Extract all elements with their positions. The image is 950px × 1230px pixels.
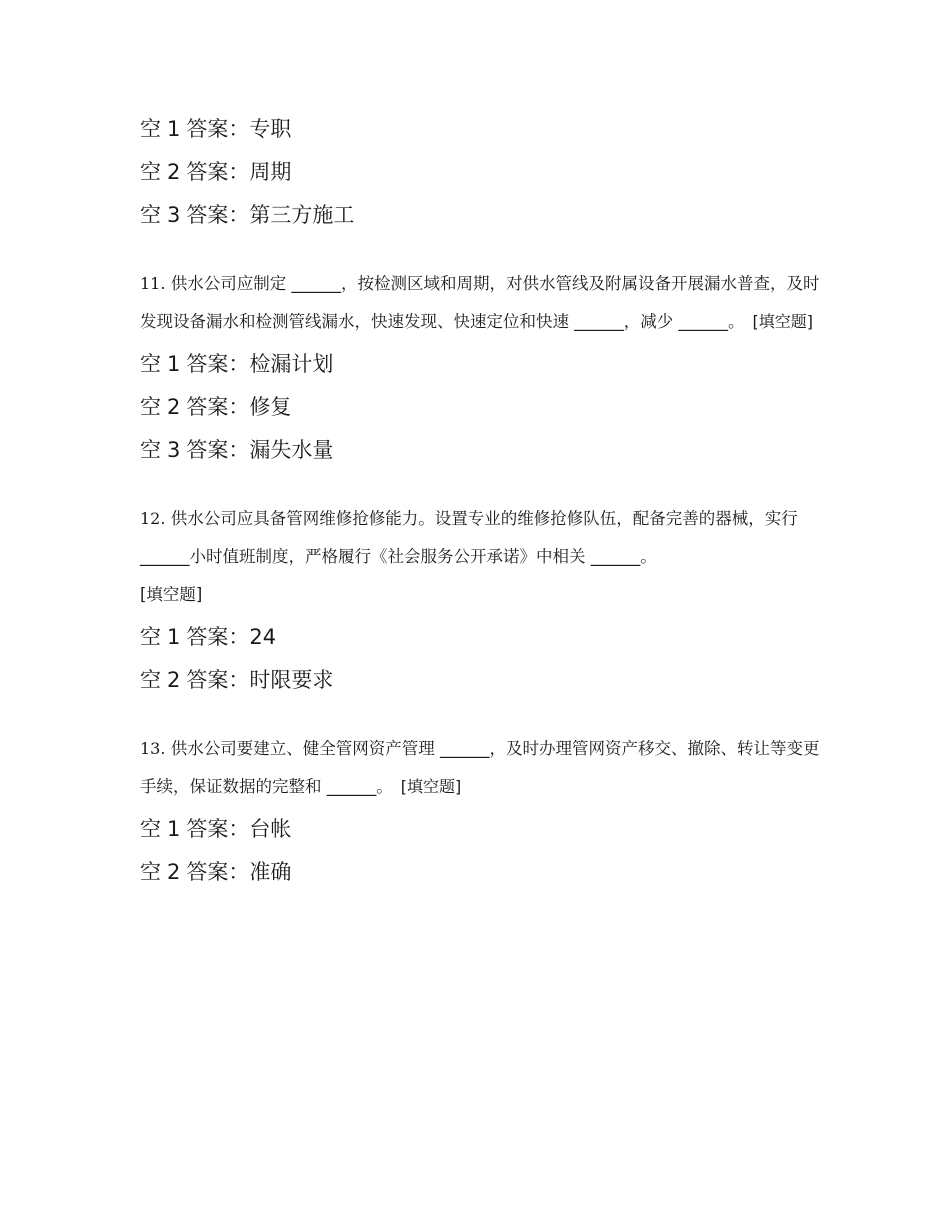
question-11 bbox=[140, 265, 820, 341]
answer-tail: 答案： bbox=[186, 160, 250, 184]
question-type-tag: [填空题] bbox=[400, 777, 462, 796]
question-type-tag: [填空题] bbox=[140, 585, 203, 604]
answer-label: 空 bbox=[140, 395, 161, 419]
answer-line bbox=[140, 659, 820, 702]
answer-value: 24 bbox=[249, 625, 277, 649]
answer-value: 时限要求 bbox=[249, 668, 334, 692]
question-number: 11. bbox=[140, 274, 166, 293]
question-text: 供水公司应制定 ______，按检测区域和周期，对供水管线及附属设备开展漏水普查，及时发现设备漏水和检测管线漏水，快速发现、快速定位和快速 ______，减少 ______。 bbox=[140, 274, 820, 331]
answer-tail: 答案： bbox=[186, 203, 250, 227]
answer-label: 空 bbox=[140, 668, 161, 692]
q12-answers bbox=[140, 616, 820, 702]
answer-label: 空 bbox=[140, 438, 161, 462]
answer-tail: 答案： bbox=[186, 817, 250, 841]
answer-label: 空 bbox=[140, 625, 161, 649]
answer-number: 3 bbox=[167, 203, 181, 227]
answer-number: 2 bbox=[167, 395, 181, 419]
answer-number: 2 bbox=[167, 668, 181, 692]
answer-number: 1 bbox=[167, 817, 181, 841]
answer-line bbox=[140, 808, 820, 851]
answer-number: 2 bbox=[167, 160, 181, 184]
answer-value: 周期 bbox=[249, 160, 292, 184]
document-content bbox=[140, 108, 820, 894]
answer-value: 准确 bbox=[249, 860, 292, 884]
answer-label: 空 bbox=[140, 352, 161, 376]
q10-answers bbox=[140, 108, 820, 237]
answer-line bbox=[140, 194, 820, 237]
answer-value: 专职 bbox=[249, 117, 292, 141]
answer-line bbox=[140, 343, 820, 386]
answer-number: 3 bbox=[167, 438, 181, 462]
question-type-tag: [填空题] bbox=[752, 312, 813, 331]
answer-value: 第三方施工 bbox=[249, 203, 355, 227]
question-12 bbox=[140, 500, 820, 614]
answer-label: 空 bbox=[140, 817, 161, 841]
answer-tail: 答案： bbox=[186, 117, 250, 141]
answer-label: 空 bbox=[140, 117, 161, 141]
answer-line bbox=[140, 151, 820, 194]
answer-line bbox=[140, 386, 820, 429]
question-text: 供水公司要建立、健全管网资产管理 ______，及时办理管网资产移交、撤除、转让等变更手续，保证数据的完整和 ______。 bbox=[140, 739, 820, 796]
answer-value: 修复 bbox=[249, 395, 292, 419]
q11-answers bbox=[140, 343, 820, 472]
answer-label: 空 bbox=[140, 860, 161, 884]
answer-tail: 答案： bbox=[186, 625, 250, 649]
answer-number: 1 bbox=[167, 117, 181, 141]
answer-tail: 答案： bbox=[186, 352, 250, 376]
question-number: 12. bbox=[140, 509, 166, 528]
answer-line bbox=[140, 108, 820, 151]
answer-value: 台帐 bbox=[249, 817, 292, 841]
q13-answers bbox=[140, 808, 820, 894]
answer-tail: 答案： bbox=[186, 668, 250, 692]
answer-tail: 答案： bbox=[186, 860, 250, 884]
answer-value: 漏失水量 bbox=[249, 438, 334, 462]
answer-line bbox=[140, 429, 820, 472]
answer-line bbox=[140, 616, 820, 659]
answer-label: 空 bbox=[140, 203, 161, 227]
answer-number: 2 bbox=[167, 860, 181, 884]
answer-tail: 答案： bbox=[186, 438, 250, 462]
answer-number: 1 bbox=[167, 352, 181, 376]
answer-value: 检漏计划 bbox=[249, 352, 334, 376]
answer-label: 空 bbox=[140, 160, 161, 184]
answer-tail: 答案： bbox=[186, 395, 250, 419]
answer-number: 1 bbox=[167, 625, 181, 649]
question-number: 13. bbox=[140, 739, 166, 758]
answer-line bbox=[140, 851, 820, 894]
question-13 bbox=[140, 730, 820, 806]
question-text: 供水公司应具备管网维修抢修能力。设置专业的维修抢修队伍，配备完善的器械，实行 ______小时值班制度，严格履行《社会服务公开承诺》中相关 ______。 bbox=[140, 509, 798, 566]
